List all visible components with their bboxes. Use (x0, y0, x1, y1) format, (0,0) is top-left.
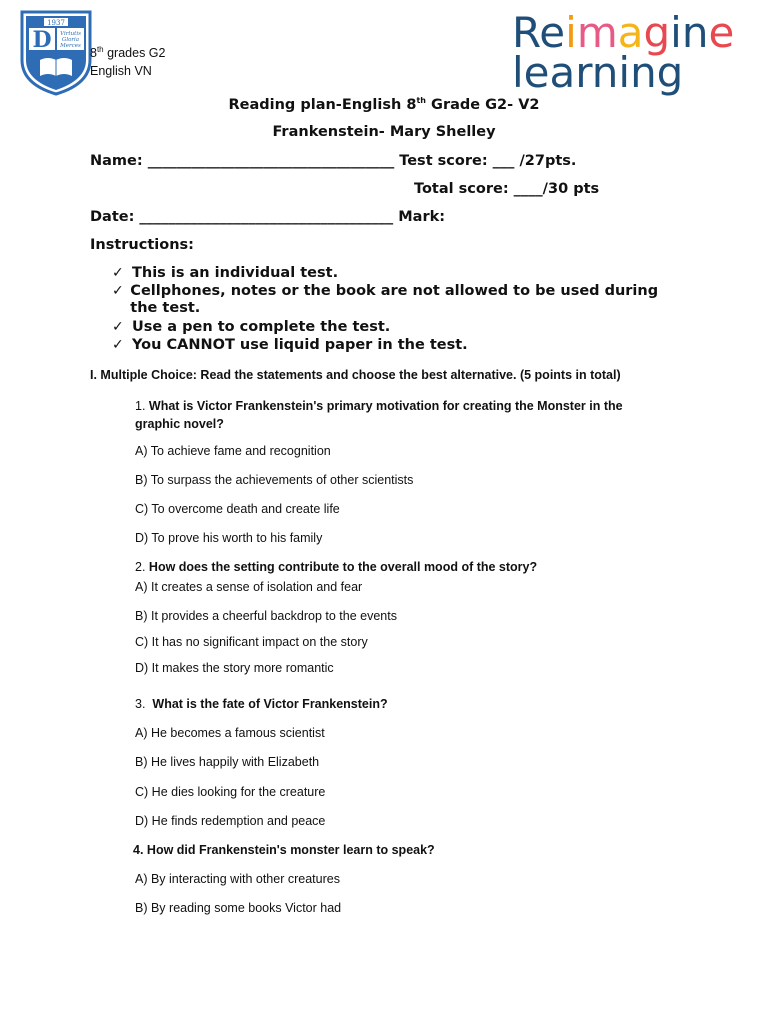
checkmark-icon: ✓ (112, 319, 124, 335)
crest-motto-3: Merces (60, 43, 81, 49)
brand-logo-line2: learning (512, 48, 684, 97)
course-label: English VN (90, 64, 152, 78)
crest-letter: D (32, 27, 52, 53)
crest-motto-1: Virtutis (60, 31, 81, 37)
total-score-field[interactable]: Total score: ____/30 pts (414, 181, 600, 197)
option-3b[interactable]: B) He lives happily with Elizabeth (135, 755, 320, 769)
option-1d[interactable]: D) To prove his worth to his family (135, 531, 323, 545)
question-1: 1. What is Victor Frankenstein's primary motivation for creating the Monster in the graphic novel? (135, 399, 623, 431)
school-crest-logo (20, 10, 92, 96)
instruction-item: ✓ This is an individual test. (112, 265, 339, 281)
question-3: 3. What is the fate of Victor Frankenstein? (135, 697, 388, 711)
checkmark-icon: ✓ (112, 265, 124, 281)
instructions-heading: Instructions: (90, 237, 194, 253)
brand-logo-line1: Reimagine (512, 8, 735, 57)
option-2d[interactable]: D) It makes the story more romantic (135, 661, 334, 675)
option-3c[interactable]: C) He dies looking for the creature (135, 785, 326, 799)
grade-label (90, 45, 165, 60)
section-heading: I. Multiple Choice: Read the statements and choose the best alternative. (5 points in total) (90, 368, 621, 382)
instruction-item: ✓ Cellphones, notes or the book are not allowed to be used during the test. (112, 283, 659, 316)
date-and-mark-field[interactable]: Date: ___________________________________ Mark: (90, 209, 446, 225)
option-4b[interactable]: B) By reading some books Victor had (135, 901, 342, 915)
question-2: 2. How does the setting contribute to the overall mood of the story? (135, 560, 538, 574)
option-1a[interactable]: A) To achieve fame and recognition (135, 444, 331, 458)
grade-number: 8 (90, 46, 97, 61)
page-title: Reading plan-English 8th Grade G2- V2 (228, 96, 540, 113)
option-2a[interactable]: A) It creates a sense of isolation and fear (135, 580, 363, 594)
option-1b[interactable]: B) To surpass the achievements of other scientists (135, 473, 414, 487)
option-3d[interactable]: D) He finds redemption and peace (135, 814, 326, 828)
option-1c[interactable]: C) To overcome death and create life (135, 502, 340, 516)
instructions-list (112, 265, 682, 353)
book-subtitle: Frankenstein- Mary Shelley (272, 124, 496, 140)
grade-suffix: th (96, 45, 104, 54)
checkmark-icon: ✓ (112, 283, 124, 299)
checkmark-icon: ✓ (112, 337, 124, 353)
instruction-item: ✓ Use a pen to complete the test. (112, 319, 391, 335)
name-and-test-score-field[interactable]: Name: __________________________________ Test score: ___ /27pts. (90, 153, 577, 169)
question-4: 4. How did Frankenstein's monster learn to speak? (133, 843, 435, 857)
crest-year: 1937 (47, 19, 65, 27)
instruction-item: ✓ You CANNOT use liquid paper in the test. (112, 337, 468, 353)
option-2c[interactable]: C) It has no significant impact on the story (135, 635, 368, 649)
option-2b[interactable]: B) It provides a cheerful backdrop to the events (135, 609, 397, 623)
option-3a[interactable]: A) He becomes a famous scientist (135, 726, 325, 740)
option-4a[interactable]: A) By interacting with other creatures (135, 872, 340, 886)
grade-text: grades G2 (103, 46, 166, 61)
crest-motto-2: Gloria (61, 37, 80, 43)
